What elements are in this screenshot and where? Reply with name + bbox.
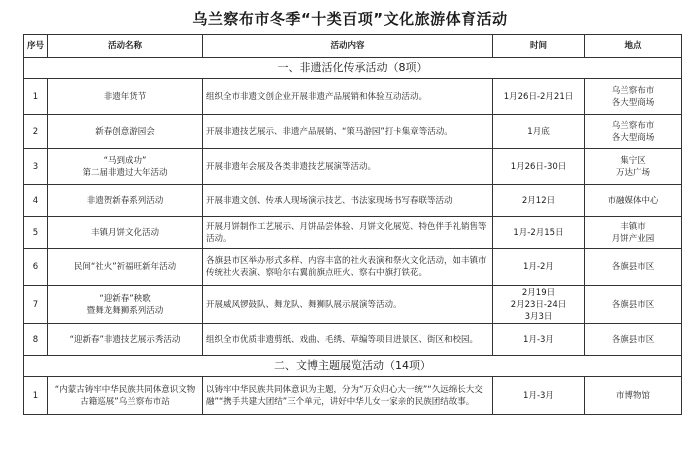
cell-time: 1月-3月 [493,377,585,415]
section-heading: 二、文博主题展览活动（14项） [24,356,682,377]
cell-name: 新春创意游园会 [48,115,203,149]
cell-place: 各旗县市区 [585,286,682,324]
cell-index: 5 [24,217,48,249]
cell-place: 市融媒体中心 [585,185,682,217]
cell-content: 开展威风锣鼓队、舞龙队、舞狮队展示展演等活动。 [203,286,493,324]
cell-name: 非遗年货节 [48,79,203,115]
cell-time: 2月12日 [493,185,585,217]
cell-place: 市博物馆 [585,377,682,415]
table-row [24,115,682,149]
table-row [24,286,682,324]
table-row [24,79,682,115]
cell-place: 各旗县市区 [585,249,682,286]
table-row [24,217,682,249]
cell-content: 各旗县市区举办形式多样、内容丰富的社火表演和祭火文化活动，如丰镇市传统社火表演、察哈尔右翼前旗点旺火、察右中旗打铁花。 [203,249,493,286]
cell-content: 组织全市非遗文创企业开展非遗产品展销和体验互动活动。 [203,79,493,115]
cell-content: 以铸牢中华民族共同体意识为主题，分为“万众归心大一统”“久远绵长大交融”“携手共建大团结”三个单元，讲好中华儿女一家亲的民族团结故事。 [203,377,493,415]
table-row [24,249,682,286]
cell-time: 2月19日 2月23日-24日 3月3日 [493,286,585,324]
cell-index: 3 [24,149,48,185]
activity-table [23,34,682,415]
cell-index: 1 [24,79,48,115]
cell-content: 开展非遗文创、传承人现场演示技艺、书法家现场书写春联等活动 [203,185,493,217]
cell-name: “迎新春”非遗技艺展示秀活动 [48,324,203,356]
cell-content: 开展月饼制作工艺展示、月饼品尝体验、月饼文化展览、特色伴手礼销售等活动。 [203,217,493,249]
table-row [24,377,682,415]
col-header-time: 时间 [493,35,585,58]
cell-time: 1月-3月 [493,324,585,356]
cell-name: 民间“社火”祈福旺新年活动 [48,249,203,286]
cell-index: 2 [24,115,48,149]
cell-time: 1月26日-2月21日 [493,79,585,115]
col-header-place: 地点 [585,35,682,58]
cell-time: 1月-2月 [493,249,585,286]
cell-place: 乌兰察布市 各大型商场 [585,79,682,115]
cell-place: 丰镇市 月饼产业园 [585,217,682,249]
cell-name: “迎新春”秧歌 暨舞龙舞狮系列活动 [48,286,203,324]
cell-time: 1月底 [493,115,585,149]
cell-content: 开展非遗技艺展示、非遗产品展销、“策马游园”打卡集章等活动。 [203,115,493,149]
table-row [24,149,682,185]
cell-index: 4 [24,185,48,217]
cell-place: 乌兰察布市 各大型商场 [585,115,682,149]
cell-place: 各旗县市区 [585,324,682,356]
col-header-name: 活动名称 [48,35,203,58]
cell-content: 组织全市优质非遗剪纸、戏曲、毛绣、草编等项目进景区、街区和校园。 [203,324,493,356]
col-header-index: 序号 [24,35,48,58]
cell-index: 8 [24,324,48,356]
table-row [24,185,682,217]
cell-name: “马到成功” 第二届非遗过大年活动 [48,149,203,185]
cell-index: 6 [24,249,48,286]
cell-time: 1月26日-30日 [493,149,585,185]
cell-place: 集宁区 万达广场 [585,149,682,185]
cell-name: “内蒙古铸牢中华民族共同体意识文物古籍巡展”乌兰察布市站 [48,377,203,415]
section-heading: 一、非遗活化传承活动（8项） [24,58,682,79]
cell-content: 开展非遗年会展及各类非遗技艺展演等活动。 [203,149,493,185]
page-title: 乌兰察布市冬季“十类百项”文化旅游体育活动 [192,10,508,28]
table-header-row [24,35,682,58]
cell-index: 7 [24,286,48,324]
col-header-content: 活动内容 [203,35,493,58]
table-row [24,324,682,356]
section-heading-row [24,356,682,377]
section-heading-row [24,58,682,79]
cell-name: 非遗贺新春系列活动 [48,185,203,217]
cell-index: 1 [24,377,48,415]
cell-name: 丰镇月饼文化活动 [48,217,203,249]
cell-time: 1月-2月15日 [493,217,585,249]
